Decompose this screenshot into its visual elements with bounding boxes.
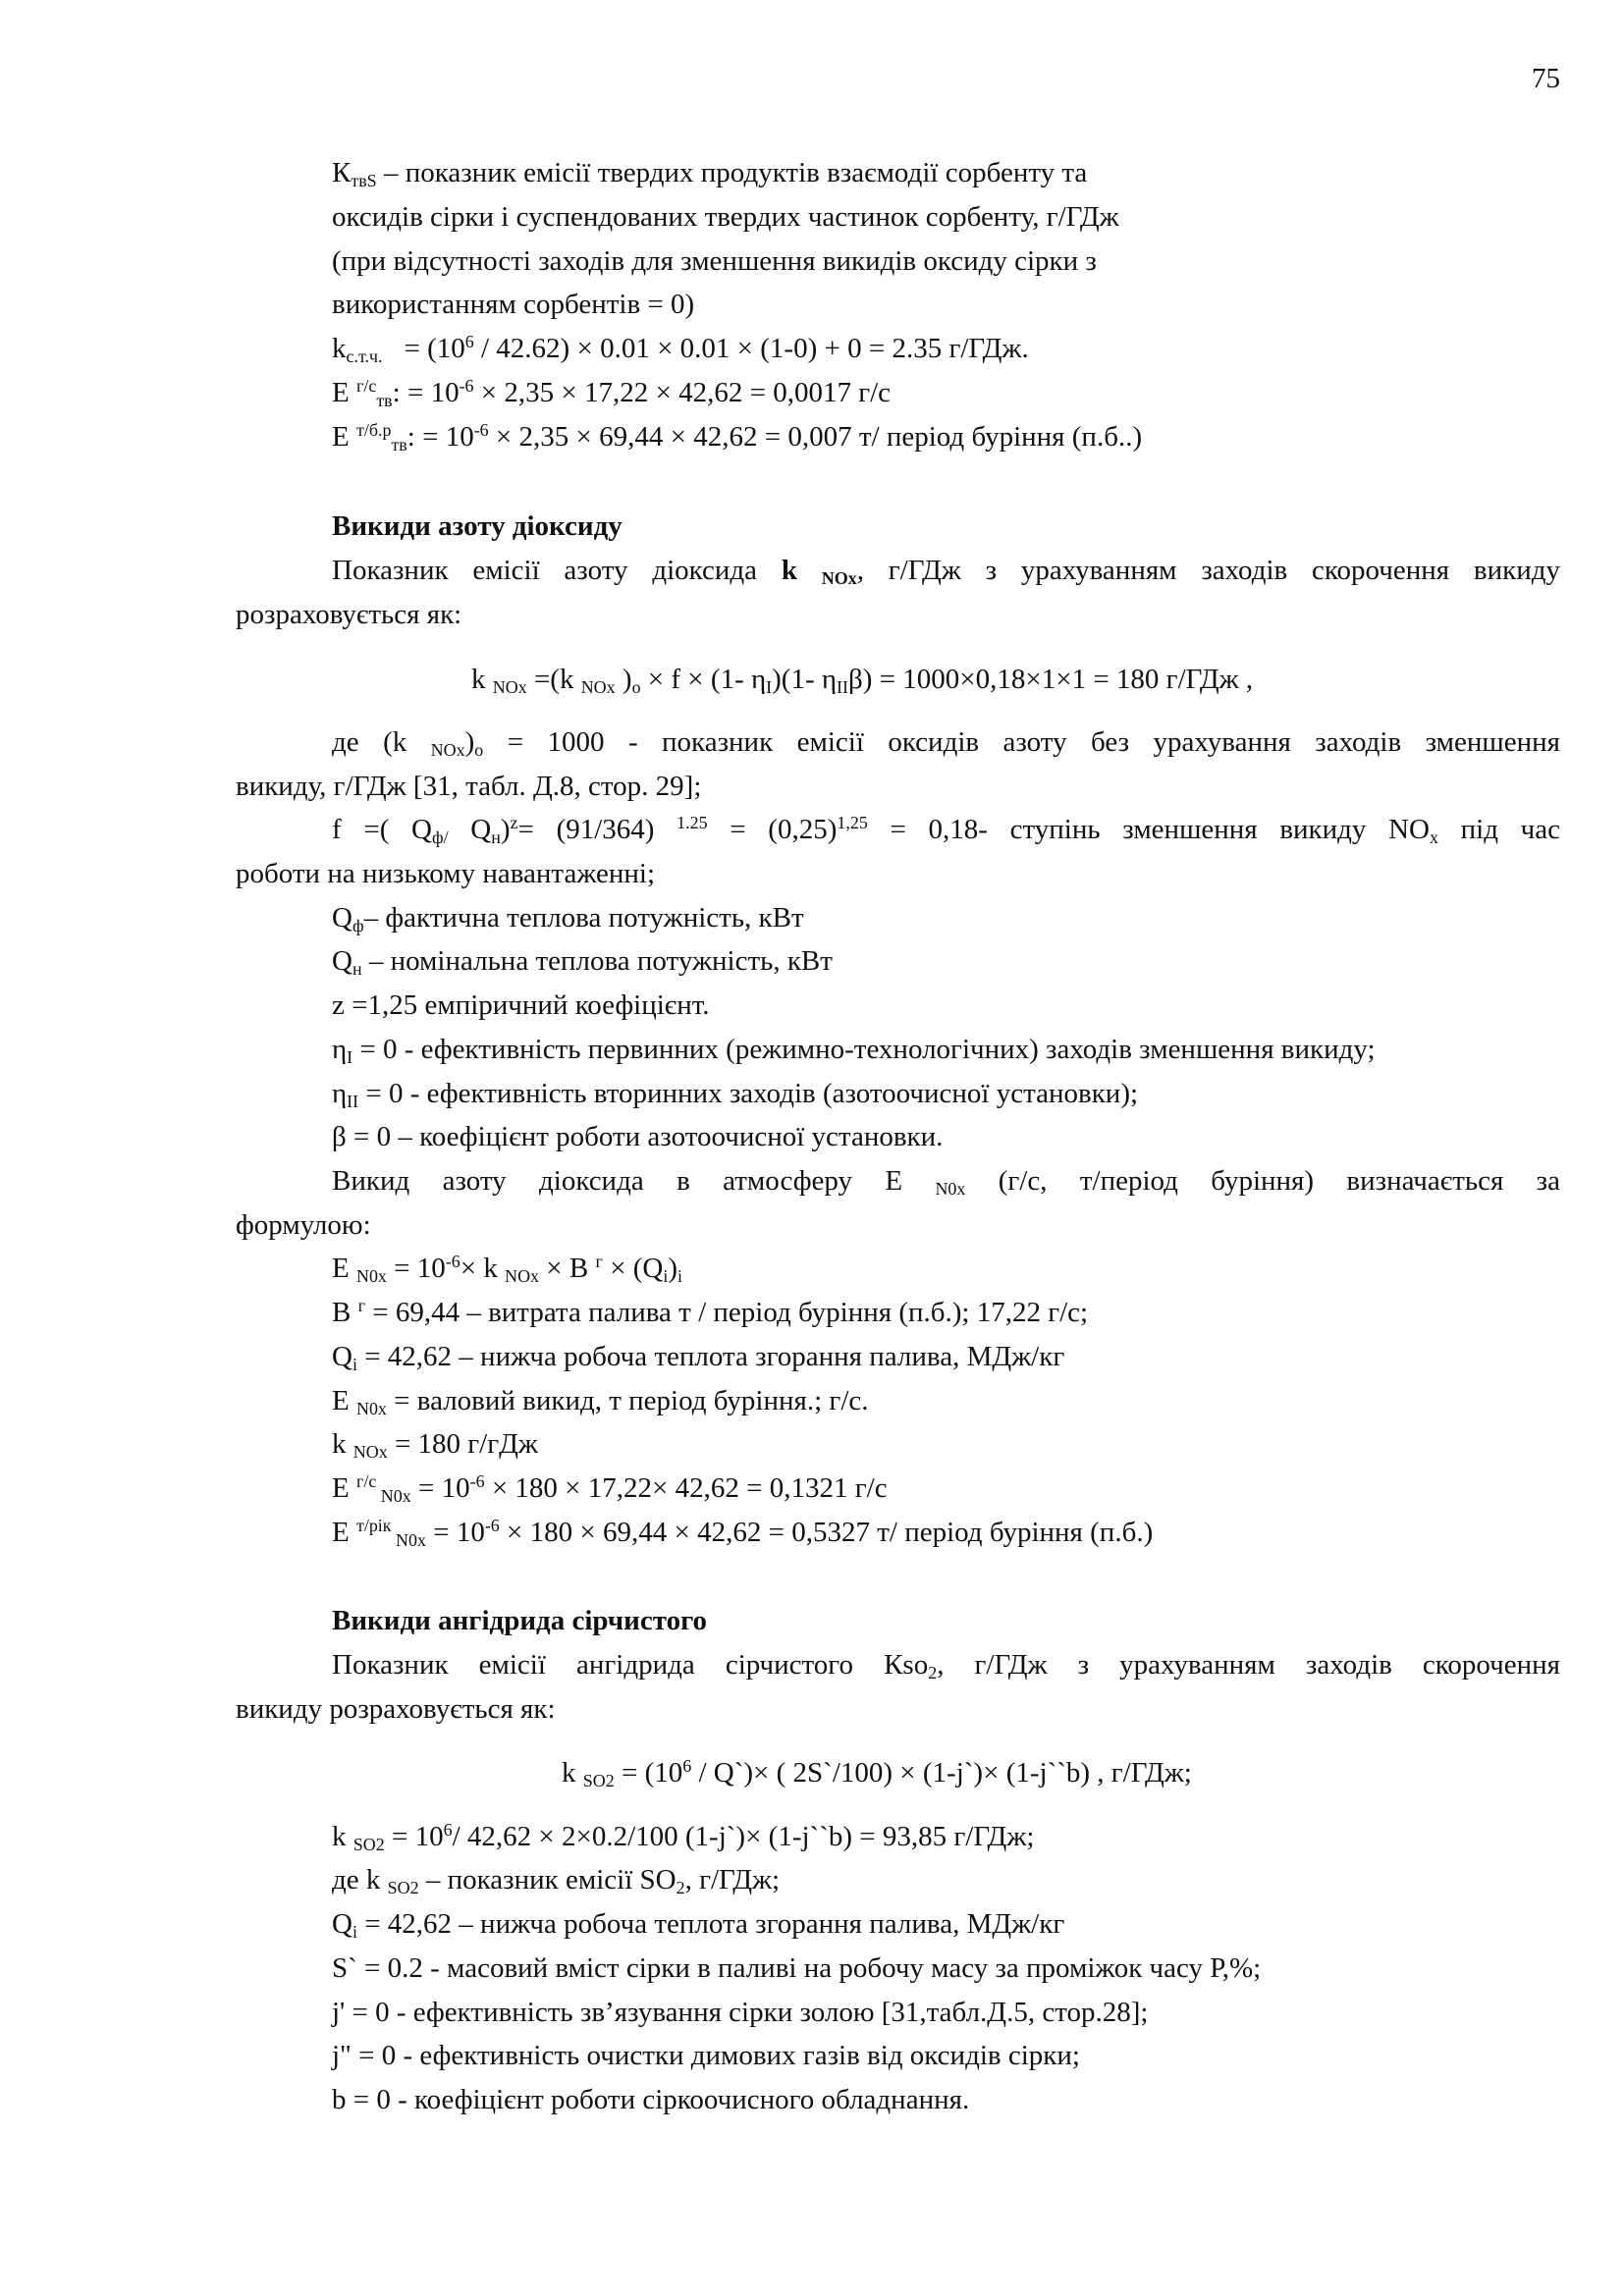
nox-z-line: z =1,25 емпіричний коефіцієнт. [332, 989, 710, 1021]
so2-b-line: b = 0 - коефіцієнт роботи сіркоочисного обладнання. [332, 2084, 970, 2115]
nox-qi-line: $Q_i = 42,62$ – нижча робоча теплота згорання палива, МДж/кг [332, 1341, 1065, 1375]
so2-main-formula: k $_{SO2} = (10^6$ / Q`)× ( 2S`/100) × (1-j`)× (1-j``b) , г/ГДж; [562, 1756, 1192, 1791]
nox-beta-line: β = 0 – коефіцієнт роботи азотоочисної установки. [332, 1121, 944, 1152]
nox-heading: Викиди азоту діоксиду [332, 510, 623, 542]
so2-heading: Викиди ангідрида сірчистого [332, 1605, 708, 1636]
nox-f-line-2: роботи на низькому навантаженні; [236, 858, 656, 889]
so2-j1-line: j' = 0 - ефективність зв’язування сірки золою [31,табл.Д.5, стор.28]; [332, 1997, 1149, 2028]
nox-gross-line: Е $_{N0x}$ = валовий викид, т період буріння.; г/с. [332, 1385, 869, 1419]
nox-f-line-1: f =( $Q_{ф/}$ $Q_н)^z= (91/364)$ $^{1.25} = (0,25)^{1,25} = 0,18-$ ступінь зменшення викиду $NO_x$ під час [332, 813, 1560, 848]
so2-where-line: де k $_{SO2}$ – показник емісії $SO_2$, г/ГДж; [332, 1864, 781, 1898]
nox-intro-line-1: Показник емісії азоту діоксида k $_{NOx}$, г/ГДж з урахуванням заходів скорочення викиду [332, 555, 1560, 589]
so2-intro-line-2: викиду розраховується як: [236, 1693, 556, 1725]
so2-intro-line-1: Показник емісії ангідрида сірчистого Кso$_2$, г/ГДж з урахуванням заходів скорочення [332, 1649, 1560, 1683]
nox-emission-line-2: формулою: [236, 1209, 371, 1241]
nox-where-line-2: викиду, г/ГДж [31, табл. Д.8, стор. 29]; [236, 771, 702, 802]
nox-emission-line-1: Викид азоту діоксида в атмосферу Е $_{N0x}$ (г/с, т/період буріння) визначається за [332, 1165, 1560, 1200]
nox-qf-line: $Q_ф-$ фактична теплова потужність, кВт [332, 902, 804, 936]
ktvs-line-1: $К_{твS}$ – показник емісії твердих продуктів взаємодії сорбенту та [332, 157, 1088, 191]
nox-where-line-1: де (k $_{NOx})_o = 1000$ - показник емісії оксидів азоту без урахування заходів зменшення [332, 726, 1560, 761]
so2-qi-line: $Q_i = 42,62$ – нижча робоча теплота згорання палива, МДж/кг [332, 1908, 1065, 1943]
nox-e-trik-line: Е $^{т/рік}$ $_{N0x} = 10^{-6} \times 180 \times 69,44 \times 42,62 = 0,5327$ т/ період буріння (п.б.) [332, 1516, 1154, 1551]
nox-eta2-line: $\eta_{II} = 0$ - ефективність вторинних заходів (азотоочисної установки); [332, 1078, 1139, 1112]
nox-k-value-line: k $_{NOx}$ = 180 г/гДж [332, 1428, 538, 1463]
kst-formula: $k_{с.т.ч.} = (10^6 / 42.62) \times 0.01 \times 0.01 \times (1-0) + 0 = 2.35$ г/ГДж. [332, 332, 1029, 367]
nox-qn-line: $Q_н$ – номінальна теплова потужність, кВт [332, 945, 833, 980]
etv-gs-formula: Е $^{г/с}_{тв}$: = $10^{-6} \times 2,35 \times 17,22 \times 42,62 = 0,0017$ г/с [332, 376, 892, 411]
so2-s-line: S` = 0.2 - масовий вміст сірки в паливі на робочу масу за проміжок часу Р,%; [332, 1952, 1262, 1984]
nox-e-formula: Е $_{N0x} = 10^{-6}\times k$ $_{NOx}$ × B $^г \times (Q_i)_i$ [332, 1252, 683, 1287]
nox-eta1-line: $\eta_I = 0$ - ефективність первинних (режимно-технологічних) заходів зменшення викиду; [332, 1034, 1376, 1068]
etv-tbr-formula: Е $^{т/б.р}_{тв}$: = $10^{-6} \times 2,35 \times 69,44 \times 42,62 = 0,007$ т/ період буріння (п.б..) [332, 420, 1143, 455]
page-number: 75 [1532, 63, 1560, 94]
ktvs-line-4: використанням сорбентів = 0) [332, 289, 695, 320]
nox-intro-line-2: розраховується як: [236, 599, 462, 630]
so2-calc-line: k $_{SO2} = 10^6/$ 42,62 × 2×0.2/100 (1-j`)× (1-j``b) = 93,85 г/ГДж; [332, 1820, 1035, 1855]
ktvs-line-3: (при відсутності заходів для зменшення викидів оксиду сірки з [332, 245, 1097, 277]
nox-e-gs-line: Е $^{г/с}$ $_{N0x} = 10^{-6} \times 180 \times 17,22\times 42,62 = 0,1321$ г/с [332, 1471, 888, 1507]
nox-b-line: B $^г$ = 69,44 – витрата палива т / період буріння (п.б.); 17,22 г/с; [332, 1296, 1089, 1328]
ktvs-line-2: оксидів сірки і суспендованих твердих частинок сорбенту, г/ГДж [332, 201, 1119, 233]
nox-main-formula: k $_{NOx}$ =(k $_{NOx}$ )$_o \times f \times (1-$ $\eta_I)(1-$ $\eta_{II}\beta) = 1000\times 0,18\times 1\times 1 = 180$ г/ГДж , [471, 664, 1254, 698]
so2-j2-line: j" = 0 - ефективність очистки димових газів від оксидів сірки; [332, 2040, 1080, 2071]
